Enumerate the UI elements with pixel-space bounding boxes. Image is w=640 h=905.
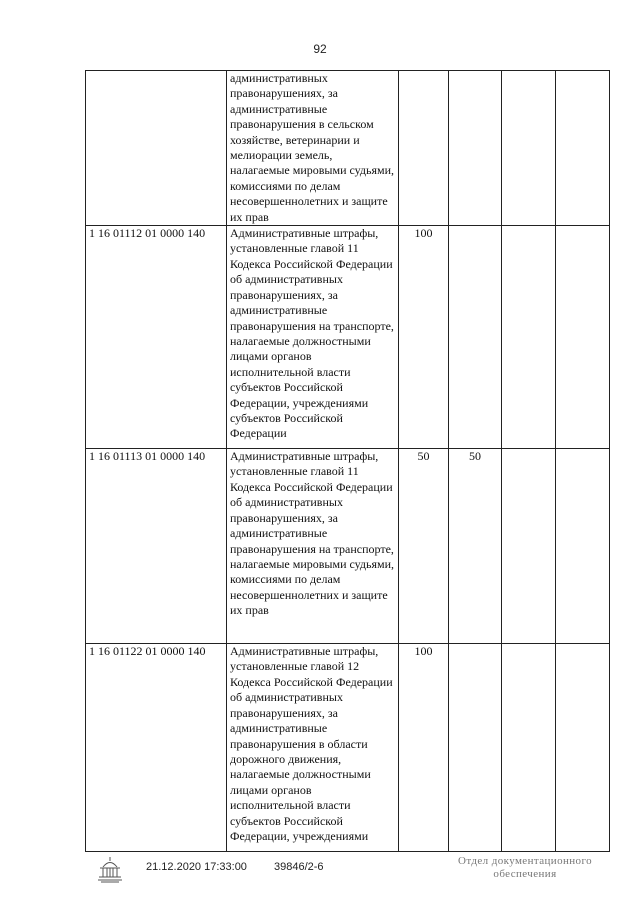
revenue-table [85, 70, 610, 852]
row-code [86, 71, 227, 226]
document-number: 39846/2-6 [274, 861, 324, 873]
row-value-2 [449, 226, 502, 449]
parliament-building-icon [95, 855, 125, 887]
page-number: 92 [313, 42, 327, 56]
row-value-3 [502, 449, 556, 644]
row-value-1 [399, 71, 449, 226]
row-value-1: 50 [399, 449, 449, 644]
department-line-1: Отдел документационного [457, 855, 592, 867]
department-stamp [440, 855, 610, 881]
row-value-2 [449, 644, 502, 852]
row-value-2 [449, 71, 502, 226]
row-value-3 [502, 71, 556, 226]
row-value-4 [556, 71, 610, 226]
row-value-1: 100 [399, 226, 449, 449]
row-value-3 [502, 644, 556, 852]
row-description: Административные штрафы, установленные главой 12 Кодекса Российской Федерации об административных правонарушениях, за административные правонарушения в области дорожного движения, налагаемые должностными лицами органов исполнительной власти субъектов Российской Федерации, учреждениями [227, 644, 399, 852]
row-code: 1 16 01113 01 0000 140 [86, 449, 227, 644]
table-row [86, 71, 610, 226]
table-row [86, 449, 610, 644]
table-row [86, 644, 610, 852]
row-value-3 [502, 226, 556, 449]
row-code: 1 16 01122 01 0000 140 [86, 644, 227, 852]
timestamp: 21.12.2020 17:33:00 [146, 861, 247, 873]
footer [0, 855, 640, 895]
table-row [86, 226, 610, 449]
row-description: Административные штрафы, установленные главой 11 Кодекса Российской Федерации об административных правонарушениях, за административные правонарушения на транспорте, налагаемые должностными лицами органов исполнительной власти субъектов Российской Федерации, учреждениями субъектов Российской Федерации [227, 226, 399, 449]
row-description: административных правонарушениях, за административные правонарушения в сельском хозяйстве, ветеринарии и мелиорации земель, налагаемые мировыми судьями, комиссиями по делам несовершеннолетних и защите их прав [227, 71, 399, 226]
row-value-2: 50 [449, 449, 502, 644]
department-line-2: обеспечения [493, 868, 557, 880]
row-value-1: 100 [399, 644, 449, 852]
row-value-4 [556, 644, 610, 852]
row-value-4 [556, 449, 610, 644]
row-value-4 [556, 226, 610, 449]
row-description: Административные штрафы, установленные главой 11 Кодекса Российской Федерации об административных правонарушениях, за административные правонарушения на транспорте, налагаемые мировыми судьями, комиссиями по делам несовершеннолетних и защите их прав [227, 449, 399, 644]
row-code: 1 16 01112 01 0000 140 [86, 226, 227, 449]
